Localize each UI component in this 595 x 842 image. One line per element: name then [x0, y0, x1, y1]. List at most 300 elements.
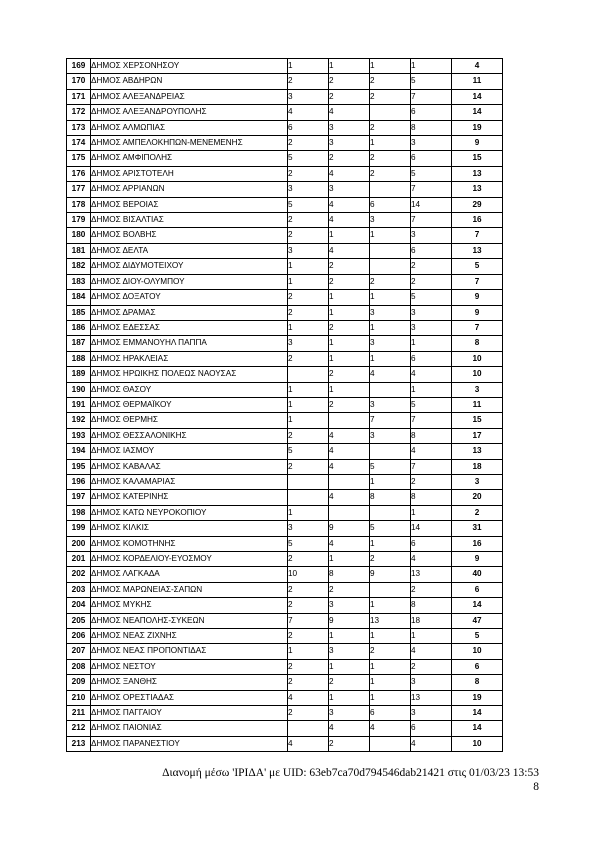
value-col-3: 4	[370, 721, 411, 736]
row-total: 14	[452, 706, 503, 721]
row-number: 204	[67, 598, 91, 613]
value-col-4: 8	[411, 120, 452, 135]
row-total: 14	[452, 105, 503, 120]
value-col-2: 1	[329, 336, 370, 351]
value-col-1: 2	[288, 428, 329, 443]
value-col-4: 5	[411, 290, 452, 305]
value-col-3: 1	[370, 59, 411, 74]
value-col-4: 5	[411, 397, 452, 412]
value-col-3: 1	[370, 136, 411, 151]
table-row	[67, 567, 503, 582]
municipality-name: ΔΗΜΟΣ ΑΛΕΞΑΝΔΡΕΙΑΣ	[91, 89, 288, 104]
municipality-name: ΔΗΜΟΣ ΧΕΡΣΟΝΗΣΟΥ	[91, 59, 288, 74]
value-col-1	[288, 474, 329, 489]
value-col-2: 4	[329, 197, 370, 212]
row-number: 185	[67, 305, 91, 320]
value-col-1: 1	[288, 413, 329, 428]
row-total: 7	[452, 228, 503, 243]
row-total: 15	[452, 151, 503, 166]
value-col-4: 8	[411, 598, 452, 613]
row-total: 3	[452, 474, 503, 489]
value-col-1: 2	[288, 552, 329, 567]
row-total: 47	[452, 613, 503, 628]
row-total: 5	[452, 259, 503, 274]
value-col-4: 6	[411, 151, 452, 166]
row-number: 182	[67, 259, 91, 274]
table-row	[67, 274, 503, 289]
value-col-4: 1	[411, 382, 452, 397]
value-col-2: 2	[329, 675, 370, 690]
row-number: 203	[67, 582, 91, 597]
row-total: 13	[452, 166, 503, 181]
row-number: 212	[67, 721, 91, 736]
table-row	[67, 721, 503, 736]
value-col-4: 3	[411, 320, 452, 335]
value-col-2: 1	[329, 552, 370, 567]
table-row	[67, 659, 503, 674]
value-col-4: 6	[411, 351, 452, 366]
value-col-2: 4	[329, 536, 370, 551]
table-row	[67, 228, 503, 243]
row-total: 11	[452, 397, 503, 412]
row-total: 10	[452, 644, 503, 659]
row-number: 195	[67, 459, 91, 474]
table-row	[67, 120, 503, 135]
value-col-1: 1	[288, 259, 329, 274]
row-total: 10	[452, 367, 503, 382]
value-col-4: 5	[411, 74, 452, 89]
row-total: 31	[452, 521, 503, 536]
municipality-name: ΔΗΜΟΣ ΙΑΣΜΟΥ	[91, 444, 288, 459]
table-row	[67, 644, 503, 659]
value-col-1: 2	[288, 351, 329, 366]
value-col-1: 3	[288, 243, 329, 258]
municipality-name: ΔΗΜΟΣ ΗΡΩΙΚΗΣ ΠΟΛΕΩΣ ΝΑΟΥΣΑΣ	[91, 367, 288, 382]
value-col-1: 1	[288, 505, 329, 520]
value-col-3	[370, 382, 411, 397]
value-col-3: 3	[370, 305, 411, 320]
row-number: 192	[67, 413, 91, 428]
row-total: 11	[452, 74, 503, 89]
row-total: 7	[452, 320, 503, 335]
value-col-3	[370, 105, 411, 120]
table-row	[67, 105, 503, 120]
row-number: 188	[67, 351, 91, 366]
table-row	[67, 351, 503, 366]
value-col-3: 7	[370, 413, 411, 428]
value-col-4: 2	[411, 274, 452, 289]
row-number: 169	[67, 59, 91, 74]
value-col-1: 1	[288, 397, 329, 412]
value-col-3	[370, 582, 411, 597]
value-col-2: 4	[329, 243, 370, 258]
value-col-1: 5	[288, 536, 329, 551]
row-total: 9	[452, 290, 503, 305]
table-row	[67, 413, 503, 428]
value-col-1: 2	[288, 659, 329, 674]
table-row	[67, 474, 503, 489]
row-total: 6	[452, 659, 503, 674]
row-total: 40	[452, 567, 503, 582]
value-col-2	[329, 413, 370, 428]
value-col-1: 2	[288, 459, 329, 474]
row-number: 173	[67, 120, 91, 135]
municipality-name: ΔΗΜΟΣ ΑΒΔΗΡΩΝ	[91, 74, 288, 89]
row-number: 213	[67, 736, 91, 751]
value-col-1	[288, 721, 329, 736]
municipality-name: ΔΗΜΟΣ ΜΥΚΗΣ	[91, 598, 288, 613]
value-col-3: 3	[370, 397, 411, 412]
value-col-1: 3	[288, 336, 329, 351]
value-col-4: 4	[411, 367, 452, 382]
value-col-4: 2	[411, 659, 452, 674]
row-number: 211	[67, 706, 91, 721]
value-col-4: 4	[411, 644, 452, 659]
value-col-2: 3	[329, 120, 370, 135]
value-col-4: 6	[411, 243, 452, 258]
value-col-2: 2	[329, 320, 370, 335]
value-col-2	[329, 505, 370, 520]
value-col-2: 4	[329, 721, 370, 736]
value-col-2: 3	[329, 598, 370, 613]
row-number: 199	[67, 521, 91, 536]
value-col-2: 2	[329, 151, 370, 166]
value-col-1: 10	[288, 567, 329, 582]
value-col-4: 7	[411, 182, 452, 197]
value-col-1	[288, 490, 329, 505]
municipality-name: ΔΗΜΟΣ ΕΔΕΣΣΑΣ	[91, 320, 288, 335]
row-total: 14	[452, 89, 503, 104]
value-col-2: 1	[329, 690, 370, 705]
municipality-name: ΔΗΜΟΣ ΜΑΡΩΝΕΙΑΣ-ΣΑΠΩΝ	[91, 582, 288, 597]
value-col-4: 1	[411, 59, 452, 74]
row-number: 189	[67, 367, 91, 382]
row-number: 198	[67, 505, 91, 520]
value-col-2: 4	[329, 444, 370, 459]
value-col-1: 1	[288, 59, 329, 74]
table-row	[67, 490, 503, 505]
value-col-3: 2	[370, 166, 411, 181]
row-total: 10	[452, 736, 503, 751]
municipality-name: ΔΗΜΟΣ ΝΕΑΠΟΛΗΣ-ΣΥΚΕΩΝ	[91, 613, 288, 628]
value-col-1: 5	[288, 151, 329, 166]
table-row	[67, 336, 503, 351]
value-col-4: 14	[411, 521, 452, 536]
municipality-name: ΔΗΜΟΣ ΘΑΣΟΥ	[91, 382, 288, 397]
value-col-2: 2	[329, 582, 370, 597]
municipality-name: ΔΗΜΟΣ ΚΟΡΔΕΛΙΟΥ-ΕΥΟΣΜΟΥ	[91, 552, 288, 567]
row-number: 193	[67, 428, 91, 443]
municipality-name: ΔΗΜΟΣ ΝΕΣΤΟΥ	[91, 659, 288, 674]
municipality-name: ΔΗΜΟΣ ΝΕΑΣ ΖΙΧΝΗΣ	[91, 629, 288, 644]
value-col-1: 2	[288, 305, 329, 320]
value-col-3: 2	[370, 120, 411, 135]
municipality-name: ΔΗΜΟΣ ΒΟΛΒΗΣ	[91, 228, 288, 243]
value-col-4: 6	[411, 721, 452, 736]
table-row	[67, 213, 503, 228]
municipality-name: ΔΗΜΟΣ ΚΑΤΩ ΝΕΥΡΟΚΟΠΙΟΥ	[91, 505, 288, 520]
value-col-4: 2	[411, 582, 452, 597]
row-number: 194	[67, 444, 91, 459]
municipality-name: ΔΗΜΟΣ ΑΜΦΙΠΟΛΗΣ	[91, 151, 288, 166]
value-col-4: 14	[411, 197, 452, 212]
value-col-4: 6	[411, 105, 452, 120]
row-number: 181	[67, 243, 91, 258]
value-col-2: 2	[329, 74, 370, 89]
municipality-name: ΔΗΜΟΣ ΕΜΜΑΝΟΥΗΛ ΠΑΠΠΑ	[91, 336, 288, 351]
row-total: 18	[452, 459, 503, 474]
row-number: 205	[67, 613, 91, 628]
value-col-1: 3	[288, 521, 329, 536]
table-row	[67, 382, 503, 397]
value-col-2: 1	[329, 351, 370, 366]
table-body	[67, 59, 503, 752]
value-col-2: 1	[329, 305, 370, 320]
value-col-3	[370, 444, 411, 459]
row-number: 209	[67, 675, 91, 690]
value-col-3	[370, 505, 411, 520]
value-col-3: 2	[370, 151, 411, 166]
value-col-2: 2	[329, 259, 370, 274]
value-col-4: 2	[411, 474, 452, 489]
row-total: 14	[452, 721, 503, 736]
value-col-3: 5	[370, 521, 411, 536]
value-col-3: 1	[370, 690, 411, 705]
row-number: 210	[67, 690, 91, 705]
value-col-4: 3	[411, 675, 452, 690]
value-col-1: 2	[288, 675, 329, 690]
row-number: 170	[67, 74, 91, 89]
table-row	[67, 166, 503, 181]
value-col-2: 2	[329, 274, 370, 289]
table-row	[67, 505, 503, 520]
municipality-name: ΔΗΜΟΣ ΑΜΠΕΛΟΚΗΠΩΝ-ΜΕΝΕΜΕΝΗΣ	[91, 136, 288, 151]
page-number: 8	[533, 781, 539, 793]
value-col-3: 8	[370, 490, 411, 505]
value-col-4: 8	[411, 428, 452, 443]
row-number: 176	[67, 166, 91, 181]
row-number: 175	[67, 151, 91, 166]
value-col-3: 3	[370, 336, 411, 351]
value-col-2: 1	[329, 629, 370, 644]
value-col-3: 5	[370, 459, 411, 474]
row-number: 177	[67, 182, 91, 197]
distribution-footer: Διανομή μέσω 'ΙΡΙΔΑ' με UID: 63eb7ca70d794546dab21421 στις 01/03/23 13:53	[162, 767, 539, 779]
row-total: 13	[452, 444, 503, 459]
value-col-1: 2	[288, 582, 329, 597]
table-row	[67, 675, 503, 690]
row-total: 19	[452, 120, 503, 135]
row-number: 207	[67, 644, 91, 659]
value-col-2: 1	[329, 659, 370, 674]
value-col-2: 2	[329, 89, 370, 104]
table-row	[67, 690, 503, 705]
row-number: 197	[67, 490, 91, 505]
value-col-1: 1	[288, 320, 329, 335]
row-total: 9	[452, 305, 503, 320]
table-row	[67, 613, 503, 628]
table-row	[67, 136, 503, 151]
table-row	[67, 521, 503, 536]
row-total: 4	[452, 59, 503, 74]
value-col-3: 4	[370, 367, 411, 382]
value-col-1: 3	[288, 182, 329, 197]
value-col-1: 1	[288, 382, 329, 397]
value-col-3: 9	[370, 567, 411, 582]
row-total: 3	[452, 382, 503, 397]
municipality-name: ΔΗΜΟΣ ΔΟΞΑΤΟΥ	[91, 290, 288, 305]
data-table	[66, 58, 503, 752]
value-col-3	[370, 259, 411, 274]
value-col-4: 7	[411, 413, 452, 428]
value-col-1: 2	[288, 166, 329, 181]
value-col-4: 3	[411, 228, 452, 243]
value-col-2	[329, 474, 370, 489]
value-col-3: 2	[370, 89, 411, 104]
table-row	[67, 182, 503, 197]
municipality-name: ΔΗΜΟΣ ΚΑΒΑΛΑΣ	[91, 459, 288, 474]
table-row	[67, 151, 503, 166]
table-row	[67, 552, 503, 567]
value-col-4: 3	[411, 706, 452, 721]
value-col-4: 6	[411, 536, 452, 551]
municipality-name: ΔΗΜΟΣ ΘΕΣΣΑΛΟΝΙΚΗΣ	[91, 428, 288, 443]
value-col-3	[370, 243, 411, 258]
value-col-1: 2	[288, 629, 329, 644]
value-col-3: 1	[370, 351, 411, 366]
value-col-4: 1	[411, 629, 452, 644]
municipality-name: ΔΗΜΟΣ ΠΑΡΑΝΕΣΤΙΟΥ	[91, 736, 288, 751]
row-number: 187	[67, 336, 91, 351]
value-col-2: 3	[329, 182, 370, 197]
value-col-2: 4	[329, 428, 370, 443]
row-total: 19	[452, 690, 503, 705]
value-col-2: 3	[329, 706, 370, 721]
value-col-4: 7	[411, 89, 452, 104]
municipality-name: ΔΗΜΟΣ ΟΡΕΣΤΙΑΔΑΣ	[91, 690, 288, 705]
value-col-2: 1	[329, 382, 370, 397]
municipality-name: ΔΗΜΟΣ ΠΑΙΟΝΙΑΣ	[91, 721, 288, 736]
row-total: 7	[452, 274, 503, 289]
value-col-2: 1	[329, 228, 370, 243]
table-row	[67, 736, 503, 751]
value-col-2: 3	[329, 136, 370, 151]
value-col-2: 9	[329, 521, 370, 536]
row-number: 196	[67, 474, 91, 489]
value-col-2: 2	[329, 367, 370, 382]
value-col-3: 1	[370, 536, 411, 551]
row-total: 10	[452, 351, 503, 366]
value-col-3: 2	[370, 274, 411, 289]
value-col-3: 1	[370, 675, 411, 690]
municipality-name: ΔΗΜΟΣ ΚΑΤΕΡΙΝΗΣ	[91, 490, 288, 505]
value-col-1: 4	[288, 690, 329, 705]
value-col-1: 1	[288, 274, 329, 289]
municipality-name: ΔΗΜΟΣ ΘΕΡΜΑΪΚΟΥ	[91, 397, 288, 412]
table-row	[67, 89, 503, 104]
table-row	[67, 397, 503, 412]
value-col-1: 2	[288, 290, 329, 305]
row-number: 178	[67, 197, 91, 212]
value-col-3: 1	[370, 320, 411, 335]
table-row	[67, 598, 503, 613]
value-col-4: 7	[411, 213, 452, 228]
value-col-4: 4	[411, 552, 452, 567]
value-col-4: 13	[411, 690, 452, 705]
value-col-4: 18	[411, 613, 452, 628]
row-number: 208	[67, 659, 91, 674]
value-col-2: 4	[329, 166, 370, 181]
value-col-4: 5	[411, 166, 452, 181]
value-col-3: 1	[370, 598, 411, 613]
row-number: 183	[67, 274, 91, 289]
municipality-name: ΔΗΜΟΣ ΔΕΛΤΑ	[91, 243, 288, 258]
value-col-3: 3	[370, 428, 411, 443]
value-col-4: 1	[411, 505, 452, 520]
value-col-1: 7	[288, 613, 329, 628]
row-total: 5	[452, 629, 503, 644]
value-col-4: 3	[411, 136, 452, 151]
row-total: 8	[452, 336, 503, 351]
table-row	[67, 74, 503, 89]
table-row	[67, 243, 503, 258]
municipality-name: ΔΗΜΟΣ ΚΑΛΑΜΑΡΙΑΣ	[91, 474, 288, 489]
row-total: 17	[452, 428, 503, 443]
row-number: 180	[67, 228, 91, 243]
row-number: 190	[67, 382, 91, 397]
value-col-3	[370, 182, 411, 197]
value-col-2: 4	[329, 490, 370, 505]
value-col-1: 2	[288, 136, 329, 151]
municipality-name: ΔΗΜΟΣ ΗΡΑΚΛΕΙΑΣ	[91, 351, 288, 366]
table-row	[67, 320, 503, 335]
value-col-1: 2	[288, 74, 329, 89]
value-col-1: 5	[288, 197, 329, 212]
table-row	[67, 629, 503, 644]
municipality-name: ΔΗΜΟΣ ΝΕΑΣ ΠΡΟΠΟΝΤΙΔΑΣ	[91, 644, 288, 659]
table-row	[67, 305, 503, 320]
municipality-name: ΔΗΜΟΣ ΔΡΑΜΑΣ	[91, 305, 288, 320]
value-col-4: 7	[411, 459, 452, 474]
row-number: 202	[67, 567, 91, 582]
row-total: 16	[452, 213, 503, 228]
municipality-name: ΔΗΜΟΣ ΠΑΓΓΑΙΟΥ	[91, 706, 288, 721]
table-row	[67, 582, 503, 597]
value-col-4: 13	[411, 567, 452, 582]
value-col-2: 2	[329, 397, 370, 412]
row-number: 191	[67, 397, 91, 412]
value-col-2: 4	[329, 213, 370, 228]
municipality-name: ΔΗΜΟΣ ΒΕΡΟΙΑΣ	[91, 197, 288, 212]
value-col-3	[370, 736, 411, 751]
row-number: 186	[67, 320, 91, 335]
row-total: 13	[452, 182, 503, 197]
table-row	[67, 459, 503, 474]
municipality-name: ΔΗΜΟΣ ΚΙΛΚΙΣ	[91, 521, 288, 536]
value-col-1: 5	[288, 444, 329, 459]
row-number: 200	[67, 536, 91, 551]
row-number: 172	[67, 105, 91, 120]
row-total: 2	[452, 505, 503, 520]
municipality-table	[66, 58, 503, 752]
table-row	[67, 367, 503, 382]
value-col-2: 2	[329, 736, 370, 751]
value-col-1: 2	[288, 228, 329, 243]
table-row	[67, 259, 503, 274]
value-col-1: 2	[288, 598, 329, 613]
value-col-1: 6	[288, 120, 329, 135]
row-total: 14	[452, 598, 503, 613]
